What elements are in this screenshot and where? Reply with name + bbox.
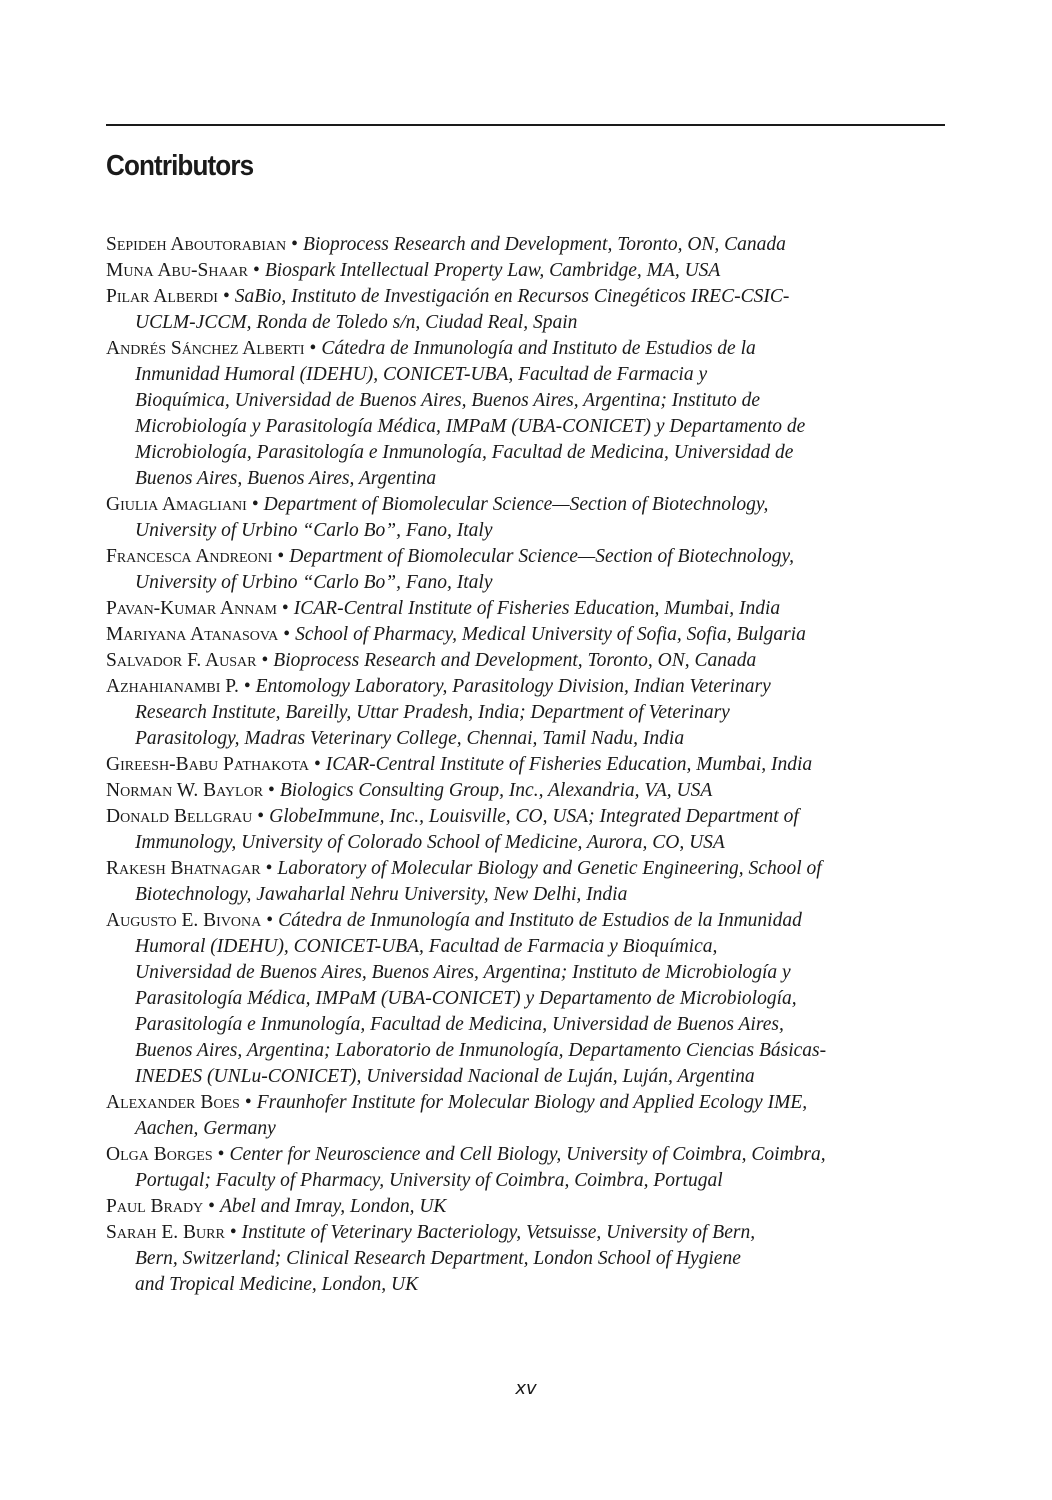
contributor-affiliation-line: Buenos Aires, Buenos Aires, Argentina <box>135 468 437 489</box>
contributor-entry <box>106 674 966 752</box>
contributor-name: Donald Bellgrau <box>106 806 253 827</box>
contributor-entry <box>106 284 966 336</box>
contributor-entry <box>106 908 966 1090</box>
contributor-affiliation-line: Cátedra de Inmunología and Instituto de Estudios de la <box>321 338 756 359</box>
bullet-separator: • <box>313 754 321 775</box>
contributor-affiliation-line: Institute of Veterinary Bacteriology, Vetsuisse, University of Bern, <box>241 1222 756 1243</box>
bullet-separator: • <box>283 624 291 645</box>
contributor-entry <box>106 1220 966 1298</box>
contributor-name: Paul Brady <box>106 1196 204 1217</box>
contributor-name: Pilar Alberdi <box>106 286 218 307</box>
top-rule <box>106 124 945 126</box>
bullet-separator: • <box>251 494 259 515</box>
contributor-affiliation-line: ICAR-Central Institute of Fisheries Education, Mumbai, India <box>293 598 781 619</box>
contributor-entry <box>106 336 966 492</box>
bullet-separator: • <box>265 858 273 879</box>
contributor-affiliation-line: Buenos Aires, Argentina; Laboratorio de Inmunología, Departamento Ciencias Básicas- <box>135 1040 827 1061</box>
contributor-affiliation-line: University of Urbino “Carlo Bo”, Fano, Italy <box>135 520 493 541</box>
contributor-name: Gireesh-Babu Pathakota <box>106 754 309 775</box>
bullet-separator: • <box>257 806 265 827</box>
contributors-list <box>106 232 966 1298</box>
page-number: xv <box>515 1378 537 1399</box>
contributor-affiliation-line: Humoral (IDEHU), CONICET-UBA, Facultad de Farmacia y Bioquímica, <box>135 936 718 957</box>
bullet-separator: • <box>208 1196 215 1217</box>
contributor-affiliation-line: Cátedra de Inmunología and Instituto de Estudios de la Inmunidad <box>278 910 802 931</box>
contributor-name: Augusto E. Bivona <box>106 910 262 931</box>
bullet-separator: • <box>291 234 298 255</box>
contributor-name: Olga Borges <box>106 1144 213 1165</box>
contributor-name: Rakesh Bhatnagar <box>106 858 261 879</box>
contributor-affiliation-line: Research Institute, Bareilly, Uttar Pradesh, India; Department of Veterinary <box>135 702 730 723</box>
contributor-affiliation-line: Biotechnology, Jawaharlal Nehru University, New Delhi, India <box>135 884 628 905</box>
contributor-affiliation-line: Parasitología e Inmunología, Facultad de Medicina, Universidad de Buenos Aires, <box>135 1014 784 1035</box>
bullet-separator: • <box>277 546 285 567</box>
contributor-affiliation-line: Portugal; Faculty of Pharmacy, University of Coimbra, Coimbra, Portugal <box>135 1170 723 1191</box>
bullet-separator: • <box>266 910 274 931</box>
contributor-affiliation-line: Laboratory of Molecular Biology and Genetic Engineering, School of <box>277 858 822 879</box>
contributor-affiliation-line: Parasitology, Madras Veterinary College, Chennai, Tamil Nadu, India <box>135 728 685 749</box>
contributor-affiliation-line: School of Pharmacy, Medical University of Sofia, Sofia, Bulgaria <box>295 624 806 645</box>
contributor-affiliation-line: Microbiología, Parasitología e Inmunología, Facultad de Medicina, Universidad de <box>135 442 794 463</box>
contributor-entry <box>106 1194 966 1220</box>
contributor-affiliation-line: Bioquímica, Universidad de Buenos Aires, Buenos Aires, Argentina; Instituto de <box>135 390 761 411</box>
contributor-affiliation-line: Biologics Consulting Group, Inc., Alexandria, VA, USA <box>279 780 713 801</box>
contributor-entry <box>106 492 966 544</box>
contributor-name: Mariyana Atanasova <box>106 624 279 645</box>
bullet-separator: • <box>244 1092 252 1113</box>
contributor-affiliation-line: Inmunidad Humoral (IDEHU), CONICET-UBA, Facultad de Farmacia y <box>135 364 708 385</box>
contributor-name: Giulia Amagliani <box>106 494 247 515</box>
contributor-affiliation-line: SaBio, Instituto de Investigación en Recursos Cinegéticos IREC-CSIC- <box>234 286 790 307</box>
contributor-entry <box>106 232 966 258</box>
contributor-name: Pavan-Kumar Annam <box>106 598 277 619</box>
contributor-affiliation-line: and Tropical Medicine, London, UK <box>135 1274 419 1295</box>
contributor-entry <box>106 596 966 622</box>
contributor-entry <box>106 544 966 596</box>
contributor-affiliation-line: Center for Neuroscience and Cell Biology, University of Coimbra, Coimbra, <box>229 1144 826 1165</box>
bullet-separator: • <box>253 260 260 281</box>
contributor-entry <box>106 856 966 908</box>
contributor-entry <box>106 258 966 284</box>
bullet-separator: • <box>261 650 269 671</box>
contributor-name: Alexander Boes <box>106 1092 240 1113</box>
contributor-entry <box>106 804 966 856</box>
contributor-entry <box>106 778 966 804</box>
page-title: Contributors <box>106 150 254 182</box>
contributor-name: Azhahianambi P. <box>106 676 239 697</box>
contributor-affiliation-line: Parasitología Médica, IMPaM (UBA-CONICET) y Departamento de Microbiología, <box>135 988 797 1009</box>
contributor-affiliation-line: Department of Biomolecular Science—Section of Biotechnology, <box>263 494 769 515</box>
contributor-name: Sarah E. Burr <box>106 1222 225 1243</box>
contributor-affiliation-line: Biospark Intellectual Property Law, Cambridge, MA, USA <box>264 260 721 281</box>
contributor-affiliation-line: GlobeImmune, Inc., Louisville, CO, USA; Integrated Department of <box>269 806 799 827</box>
contributor-affiliation-line: Immunology, University of Colorado School of Medicine, Aurora, CO, USA <box>135 832 725 853</box>
bullet-separator: • <box>268 780 275 801</box>
contributor-affiliation-line: ICAR-Central Institute of Fisheries Education, Mumbai, India <box>325 754 813 775</box>
contributor-name: Francesca Andreoni <box>106 546 273 567</box>
contributor-name: Muna Abu-Shaar <box>106 260 249 281</box>
contributor-name: Norman W. Baylor <box>106 780 264 801</box>
contributor-entry <box>106 648 966 674</box>
contributor-name: Salvador F. Ausar <box>106 650 257 671</box>
contributor-entry <box>106 752 966 778</box>
contributor-affiliation-line: Bioprocess Research and Development, Toronto, ON, Canada <box>273 650 757 671</box>
contributor-entry <box>106 1090 966 1142</box>
bullet-separator: • <box>222 286 230 307</box>
contributor-affiliation-line: Aachen, Germany <box>135 1118 276 1139</box>
contributor-affiliation-line: Entomology Laboratory, Parasitology Division, Indian Veterinary <box>255 676 771 697</box>
contributor-affiliation-line: INEDES (UNLu-CONICET), Universidad Nacional de Luján, Luján, Argentina <box>135 1066 755 1087</box>
contributor-affiliation-line: Department of Biomolecular Science—Section of Biotechnology, <box>289 546 794 567</box>
contributor-affiliation-line: Fraunhofer Institute for Molecular Biology and Applied Ecology IME, <box>256 1092 808 1113</box>
contributor-name: Andrés Sánchez Alberti <box>106 338 305 359</box>
contributor-entry <box>106 622 966 648</box>
contributor-name: Sepideh Aboutorabian <box>106 234 287 255</box>
contributor-affiliation-line: Bern, Switzerland; Clinical Research Department, London School of Hygiene <box>135 1248 741 1269</box>
bullet-separator: • <box>281 598 289 619</box>
contributor-affiliation-line: UCLM-JCCM, Ronda de Toledo s/n, Ciudad Real, Spain <box>135 312 578 333</box>
contributor-affiliation-line: Abel and Imray, London, UK <box>220 1196 447 1217</box>
bullet-separator: • <box>309 338 317 359</box>
bullet-separator: • <box>217 1144 225 1165</box>
contributor-affiliation-line: Microbiología y Parasitología Médica, IMPaM (UBA-CONICET) y Departamento de <box>135 416 806 437</box>
contributor-affiliation-line: Bioprocess Research and Development, Toronto, ON, Canada <box>302 234 786 255</box>
bullet-separator: • <box>229 1222 237 1243</box>
contributor-affiliation-line: Universidad de Buenos Aires, Buenos Aires, Argentina; Instituto de Microbiología y <box>135 962 791 983</box>
contributor-entry <box>106 1142 966 1194</box>
bullet-separator: • <box>243 676 251 697</box>
contributor-affiliation-line: University of Urbino “Carlo Bo”, Fano, Italy <box>135 572 493 593</box>
